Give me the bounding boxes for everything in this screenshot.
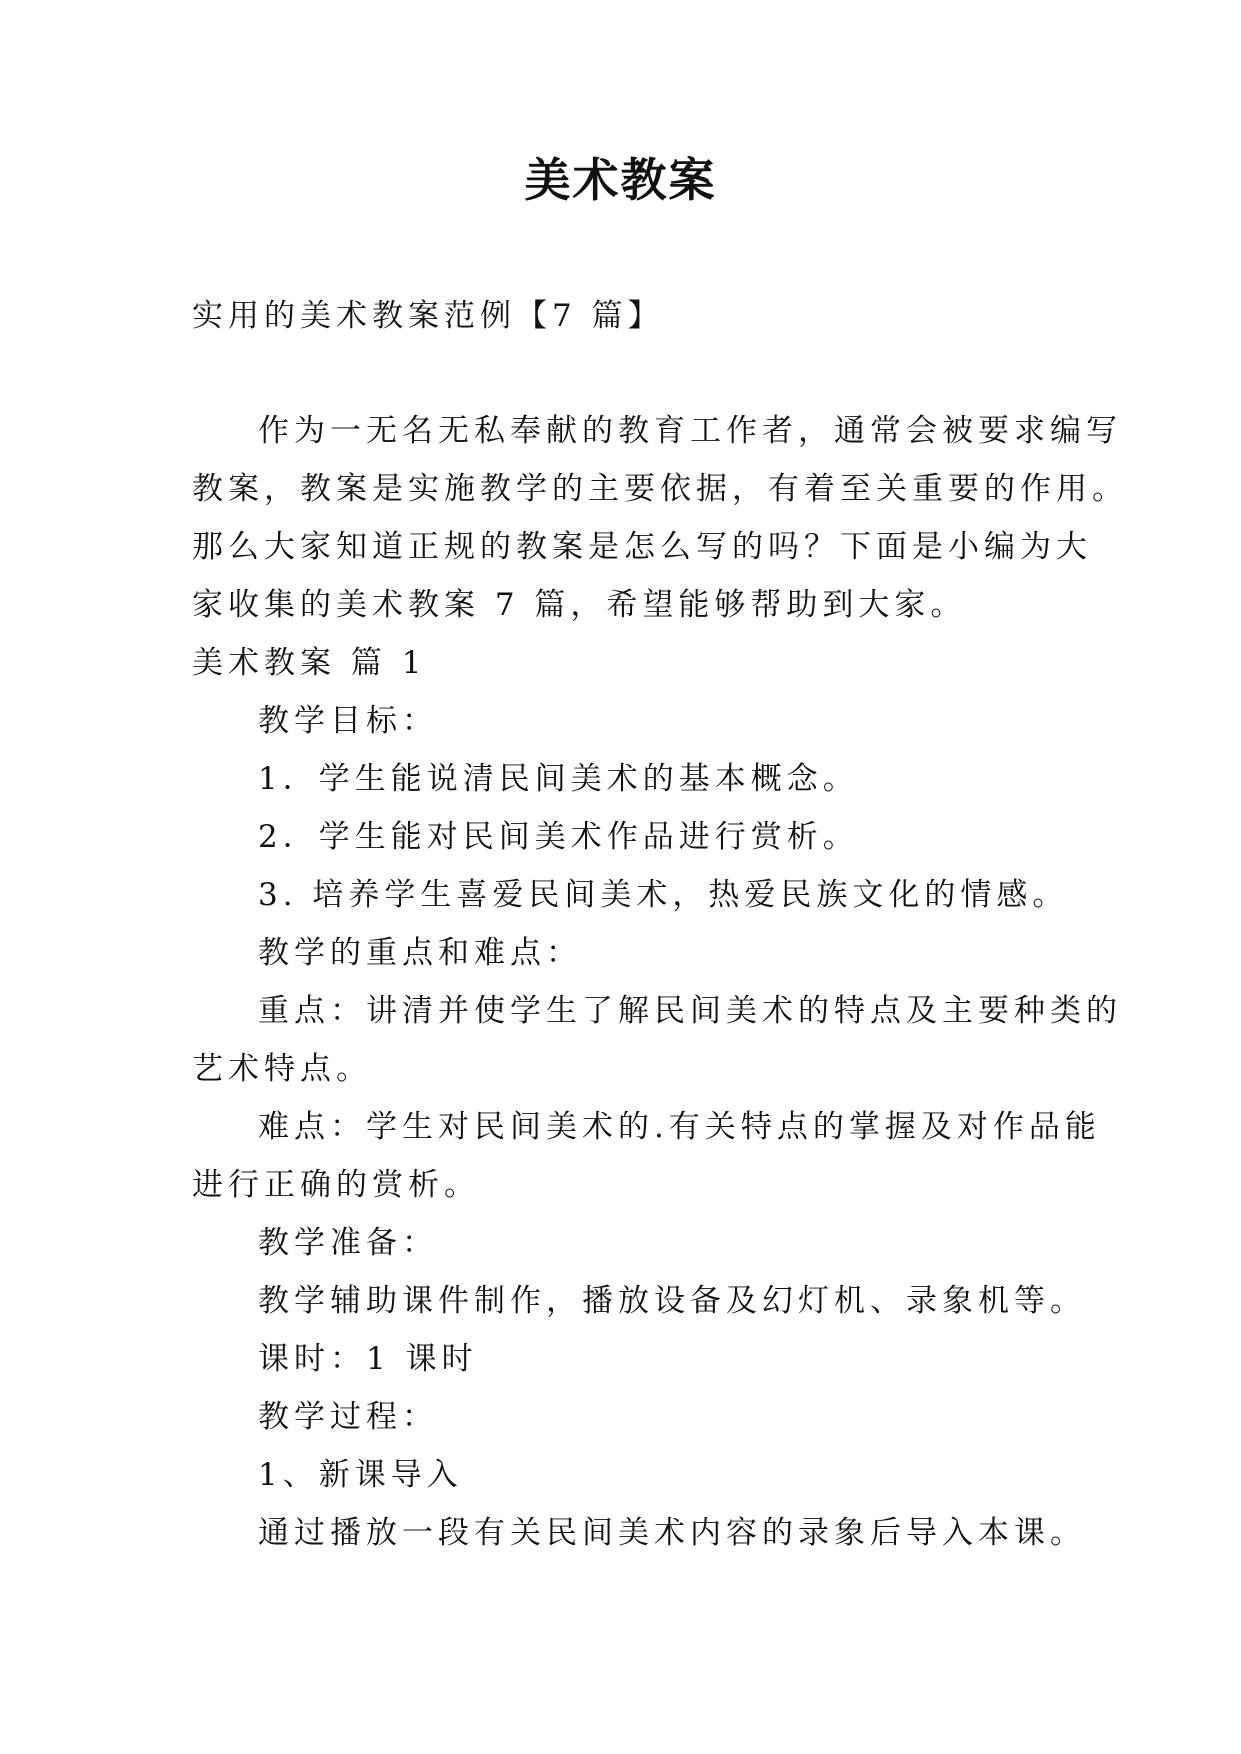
body-line: 难点：学生对民间美术的.有关特点的掌握及对作品能 bbox=[258, 1109, 1101, 1145]
intro-line-2: 教案，教案是实施教学的主要依据，有着至关重要的作用。 bbox=[192, 471, 1128, 507]
body-line: 重点：讲清并使学生了解民间美术的特点及主要种类的 bbox=[258, 993, 1122, 1029]
body-line: 教学的重点和难点： bbox=[258, 935, 582, 971]
body-line: 通过播放一段有关民间美术内容的录象后导入本课。 bbox=[258, 1515, 1086, 1551]
document-subtitle: 实用的美术教案范例【7 篇】 bbox=[192, 298, 664, 334]
intro-line-3: 那么大家知道正规的教案是怎么写的吗？下面是小编为大 bbox=[192, 529, 1092, 565]
body-line: 教学目标： bbox=[258, 703, 438, 739]
body-line: 进行正确的赏析。 bbox=[192, 1167, 480, 1203]
body-line: 教学辅助课件制作，播放设备及幻灯机、录象机等。 bbox=[258, 1283, 1086, 1319]
section-heading: 美术教案 篇 1 bbox=[192, 645, 427, 681]
body-line: 课时：1 课时 bbox=[258, 1341, 478, 1377]
body-line: 3. 培养学生喜爱民间美术，热爱民族文化的情感。 bbox=[258, 877, 1069, 913]
document-title: 美术教案 bbox=[524, 153, 717, 207]
intro-line-1: 作为一无名无私奉献的教育工作者，通常会被要求编写 bbox=[258, 413, 1122, 449]
intro-line-4: 家收集的美术教案 7 篇，希望能够帮助到大家。 bbox=[192, 587, 967, 623]
body-line: 教学过程： bbox=[258, 1399, 438, 1435]
body-line: 教学准备： bbox=[258, 1225, 438, 1261]
body-line: 1、新课导入 bbox=[258, 1457, 463, 1493]
body-line: 2．学生能对民间美术作品进行赏析。 bbox=[258, 819, 859, 855]
body-line: 1．学生能说清民间美术的基本概念。 bbox=[258, 761, 859, 797]
body-line: 艺术特点。 bbox=[192, 1051, 372, 1087]
